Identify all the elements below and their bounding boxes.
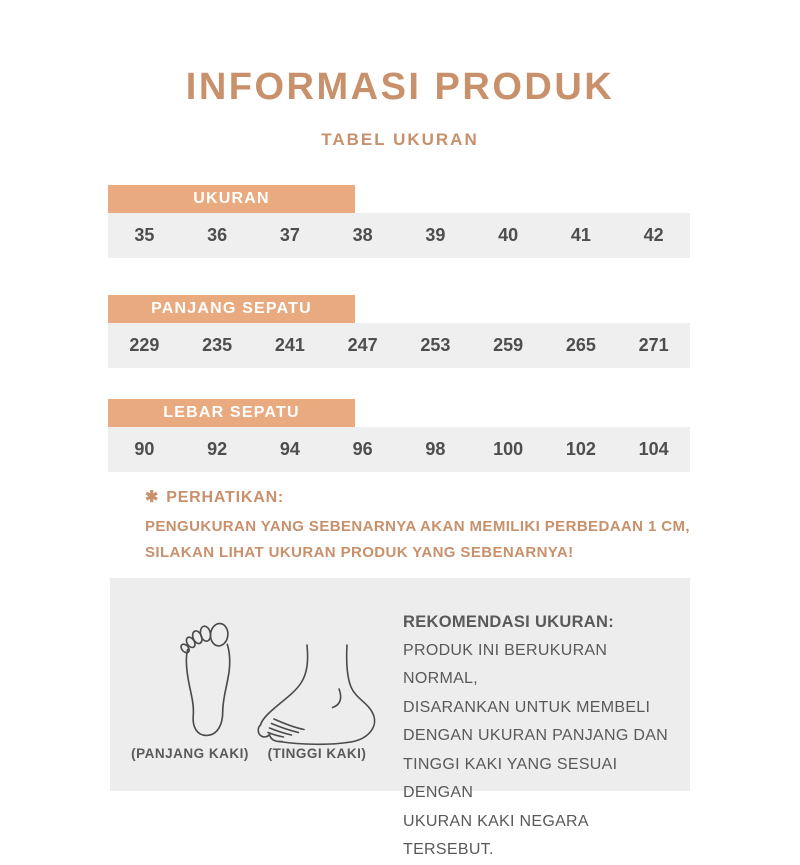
page-title: INFORMASI PRODUK <box>185 66 615 108</box>
width-value-cell: 102 <box>565 439 596 459</box>
table-header-panjang-sepatu <box>108 295 355 323</box>
length-value-cell: 247 <box>347 335 378 355</box>
size-value-cell: 39 <box>425 225 446 245</box>
width-value-cell: 100 <box>493 439 524 459</box>
table-header-label: PANJANG SEPATU <box>151 300 312 317</box>
recommendation-line: PRODUK INI BERUKURAN NORMAL, <box>403 641 608 687</box>
width-value-cell: 90 <box>134 439 155 459</box>
width-value-cell: 96 <box>352 439 373 459</box>
width-value-cell: 94 <box>279 439 300 459</box>
size-value-cell: 41 <box>570 225 591 245</box>
recommendation-panel <box>110 578 690 858</box>
asterisk-icon: ✱ <box>145 489 160 506</box>
page-subtitle: TABEL UKURAN <box>321 130 479 149</box>
recommendation-heading: REKOMENDASI UKURAN: <box>403 613 615 631</box>
size-value-cell: 36 <box>207 225 228 245</box>
note-line-2: SILAKAN LIHAT UKURAN PRODUK YANG SEBENARNYA! <box>145 544 574 561</box>
recommendation-line: TINGGI KAKI YANG SESUAI DENGAN <box>403 755 618 801</box>
size-value-cell: 40 <box>498 225 519 245</box>
size-table-ukuran <box>108 185 690 258</box>
width-value-cell: 92 <box>207 439 228 459</box>
table-header-label: LEBAR SEPATU <box>163 404 300 421</box>
length-value-cell: 259 <box>493 335 524 355</box>
footprint-icon <box>176 622 240 742</box>
recommendation-line: DENGAN UKURAN PANJANG DAN <box>403 727 669 744</box>
size-value-cell: 42 <box>643 225 664 245</box>
length-value-cell: 253 <box>420 335 451 355</box>
recommendation-text <box>403 608 683 865</box>
length-value-cell: 241 <box>274 335 305 355</box>
width-value-cell: 104 <box>638 439 669 459</box>
note-heading-text: PERHATIKAN: <box>166 489 285 506</box>
recommendation-lines <box>403 637 683 865</box>
table-row-ukuran <box>108 213 690 258</box>
note-perhatikan <box>145 487 690 566</box>
width-value-cell: 98 <box>425 439 446 459</box>
table-row-lebar-sepatu <box>108 427 690 472</box>
recommendation-line: DISARANKAN UNTUK MEMBELI <box>403 698 651 716</box>
table-header-lebar-sepatu <box>108 399 355 427</box>
footprint-label: (PANJANG KAKI) <box>131 746 249 761</box>
size-value-cell: 37 <box>279 225 300 245</box>
note-heading <box>145 487 690 514</box>
size-value-cell: 38 <box>352 225 373 245</box>
recommendation-line: UKURAN KAKI NEGARA TERSEBUT. <box>403 812 589 858</box>
foot-side-illustration <box>257 642 391 746</box>
length-value-cell: 235 <box>202 335 233 355</box>
footprint-illustration <box>176 622 240 742</box>
size-table-panjang-sepatu <box>108 295 690 368</box>
length-value-cell: 229 <box>129 335 160 355</box>
table-row-panjang-sepatu <box>108 323 690 368</box>
table-header-label: UKURAN <box>193 190 270 207</box>
length-value-cell: 271 <box>638 335 669 355</box>
note-line-1: PENGUKURAN YANG SEBENARNYA AKAN MEMILIKI PERBEDAAN 1 CM, <box>145 518 690 535</box>
foot-side-label: (TINGGI KAKI) <box>267 746 367 761</box>
size-table-lebar-sepatu <box>108 399 690 472</box>
size-value-cell: 35 <box>134 225 155 245</box>
foot-side-icon <box>257 642 391 746</box>
table-header-ukuran <box>108 185 355 213</box>
length-value-cell: 265 <box>565 335 596 355</box>
